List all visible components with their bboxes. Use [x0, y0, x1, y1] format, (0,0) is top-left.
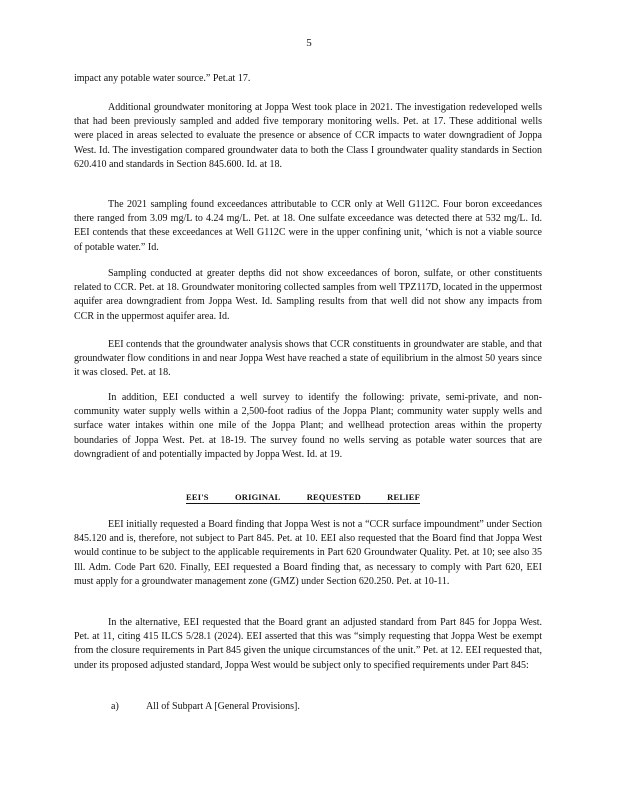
paragraph-2021-sampling: The 2021 sampling found exceedances attributable to CCR only at Well G112C. Four boron exceedances there ranged from 3.09 mg/L to 4.24 mg/L. Pet. at 18. One sulfate exceedance was detected there at 532 mg/L. Id. EEI contends that these exceedances at Well G112C were in the upper confining unit, ‘which is not a viable source of potable water.” Id. [74, 199, 542, 253]
section-heading [186, 492, 420, 504]
heading-word: REQUESTED [306, 492, 361, 502]
paragraph-equilibrium: EEI contends that the groundwater analysis shows that CCR constituents in groundwater are stable, and that groundwater flow conditions in and near Joppa West have reached a state of equilibrium in the almost 50 years since it was closed. Pet. at 18. [74, 339, 542, 379]
paragraph-initial-request: EEI initially requested a Board finding that Joppa West is not a “CCR surface impoundment” under Section 845.120 and is, therefore, not subject to Part 845. Pet. at 10. EEI also requested that the Board find that Joppa West would continue to be subject to the applicable requirements in Part 620 Groundwater Quality. Pet. at 10; see also 35 Ill. Adm. Code Part 620. Finally, EEI requested a Board finding that, as necessary to comply with Part 620, EEI must apply for a groundwater management zone (GMZ) under Section 620.250. Pet. at 10-11. [74, 519, 542, 587]
heading-word: ORIGINAL [234, 492, 281, 502]
paragraph-alternative-request: In the alternative, EEI requested that the Board grant an adjusted standard from Part 845 for Joppa West. Pet. at 11, citing 415 ILCS 5/28.1 (2024). EEI asserted that this was “simply requesting that Joppa West be exempt from the closure requirements in Part 845 given the unique circumstances of the unit.” Pet. at 12. EEI requested that, under its proposed adjusted standard, Joppa West would be subject only to specified requirements under Part 845: [74, 617, 542, 671]
paragraph-groundwater-monitoring: Additional groundwater monitoring at Joppa West took place in 2021. The investigation redeveloped wells that had been previously sampled and added five temporary monitoring wells. Pet. at 17. These additional wells were placed in areas selected to evaluate the presence or absence of CCR impacts to water downgradient of Joppa West. Id. The investigation compared groundwater data to both the Class I groundwater quality standards in Section 620.410 and standards in Section 845.600. Id. at 18. [74, 102, 542, 170]
list-item-text: All of Subpart A [General Provisions]. [145, 701, 300, 712]
paragraph-continuation: impact any potable water source.” Pet.at 17. [74, 73, 251, 84]
list-item-label: a) [111, 701, 119, 712]
list-item [111, 700, 300, 714]
paragraph-well-survey: In addition, EEI conducted a well survey to identify the following: private, semi-private, and non-community water supply wells within a 2,500-foot radius of the Joppa Plant; community water supply wells and surface water intakes within one mile of the Joppa Plant; and wellhead protection areas within the property boundaries of Joppa West. Pet. at 18-19. The survey found no wells serving as potable water sources that are downgradient of and potentially impacted by Joppa West. Id. at 19. [74, 392, 542, 460]
heading-word: EEI'S [186, 492, 209, 502]
page-number: 5 [306, 37, 312, 49]
heading-word: RELIEF [387, 492, 420, 502]
paragraph-deeper-sampling: Sampling conducted at greater depths did not show exceedances of boron, sulfate, or other constituents related to CCR. Pet. at 18. Groundwater monitoring collected samples from well TPZ117D, located in the uppermost aquifer area downgradient from Joppa West. Id. Sampling results from that well did not show any impacts from CCR in the uppermost aquifer area. Id. [74, 268, 542, 322]
